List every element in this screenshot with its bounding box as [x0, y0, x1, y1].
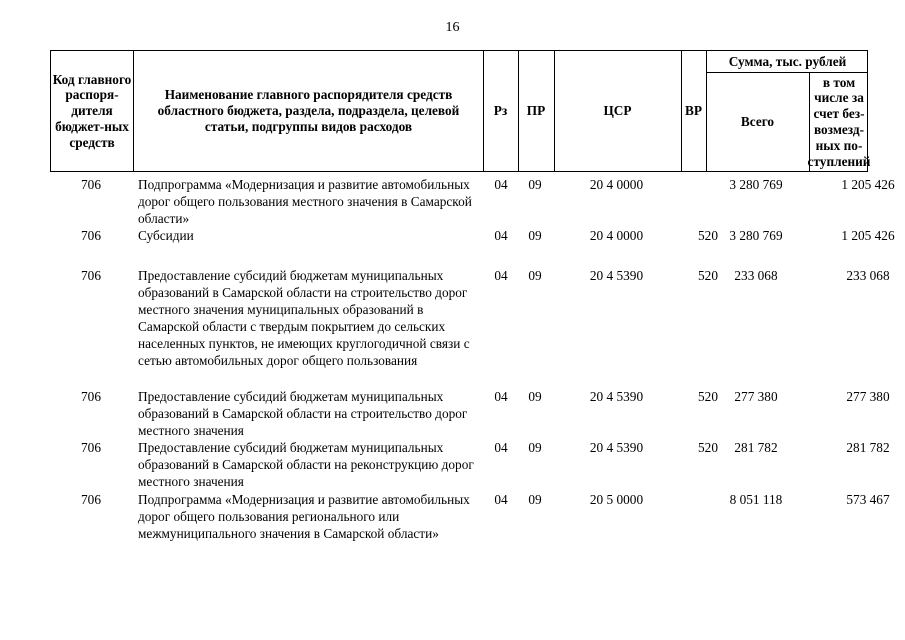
row-name: Предоставление субсидий бюджетам муниципальных образований в Самарской области на строительство дорог местного значения муниципальных образований в Самарской области с твердым покрытием до сельских населенных пунктов, не имеющих круглогодичной связи с сетью автомобильных дорог общего пользования [138, 268, 470, 368]
row-code: 706 [81, 228, 101, 243]
table-row [50, 267, 890, 386]
row-free: 277 380 [846, 389, 890, 404]
header-vr: ВР [685, 103, 702, 119]
row-free: 1 205 426 [841, 177, 895, 192]
row-csr: 20 5 0000 [589, 492, 644, 507]
row-csr: 20 4 5390 [589, 440, 644, 455]
row-name: Предоставление субсидий бюджетам муниципальных образований в Самарской области на строительство дорог местного значения [138, 389, 468, 438]
row-pr: 09 [528, 389, 542, 404]
table-header [50, 50, 871, 172]
row-total: 233 068 [734, 268, 778, 283]
header-code: Код главного распоря-дителя бюджет-ных средств [52, 71, 132, 150]
row-free: 281 782 [846, 440, 890, 455]
row-pr: 09 [528, 492, 542, 507]
header-pr: ПР [526, 103, 546, 119]
row-pr: 09 [528, 177, 542, 192]
header-free: в том числе за счет без-возмезд-ных по-ступлений [807, 74, 871, 169]
row-total: 281 782 [734, 440, 778, 455]
row-vr: 520 [698, 389, 718, 404]
row-rz: 04 [494, 440, 508, 455]
row-free: 573 467 [846, 492, 890, 507]
table-row [50, 491, 890, 561]
row-total: 8 051 118 [729, 492, 783, 507]
row-rz: 04 [494, 492, 508, 507]
header-rz: Рз [493, 103, 508, 119]
row-vr: 520 [698, 268, 718, 283]
row-vr: 520 [698, 440, 718, 455]
table-row [50, 388, 890, 439]
row-total: 3 280 769 [729, 228, 783, 243]
table-row [50, 227, 895, 264]
row-name: Подпрограмма «Модернизация и развитие автомобильных дорог общего пользования регионального или межмуниципального значения в Самарской области» [138, 492, 470, 541]
row-pr: 09 [528, 440, 542, 455]
row-csr: 20 4 5390 [589, 268, 644, 283]
row-csr: 20 4 0000 [589, 177, 644, 192]
table-row [50, 439, 890, 490]
row-name: Субсидии [138, 228, 194, 243]
row-code: 706 [81, 268, 101, 283]
row-code: 706 [81, 492, 101, 507]
row-rz: 04 [494, 268, 508, 283]
row-pr: 09 [528, 228, 542, 243]
row-code: 706 [81, 389, 101, 404]
row-rz: 04 [494, 389, 508, 404]
row-free: 233 068 [846, 268, 890, 283]
row-csr: 20 4 0000 [589, 228, 644, 243]
header-csr: ЦСР [603, 103, 632, 119]
row-total: 3 280 769 [729, 177, 783, 192]
row-rz: 04 [494, 177, 508, 192]
row-code: 706 [81, 440, 101, 455]
table-row [50, 176, 895, 227]
row-csr: 20 4 5390 [589, 389, 644, 404]
row-code: 706 [81, 177, 101, 192]
row-name: Подпрограмма «Модернизация и развитие автомобильных дорог общего пользования местного значения в Самарской области» [138, 177, 472, 226]
header-sum: Сумма, тыс. рублей [728, 53, 847, 69]
row-free: 1 205 426 [841, 228, 895, 243]
header-name: Наименование главного распорядителя средств областного бюджета, раздела, подраздела, целевой статьи, подгруппы видов расходов [157, 87, 460, 134]
row-name: Предоставление субсидий бюджетам муниципальных образований в Самарской области на реконструкцию дорог местного значения [138, 440, 474, 489]
row-pr: 09 [528, 268, 542, 283]
row-vr: 520 [698, 228, 718, 243]
row-rz: 04 [494, 228, 508, 243]
row-total: 277 380 [734, 389, 778, 404]
page-number: 16 [445, 20, 460, 35]
header-total: Всего [740, 114, 775, 130]
